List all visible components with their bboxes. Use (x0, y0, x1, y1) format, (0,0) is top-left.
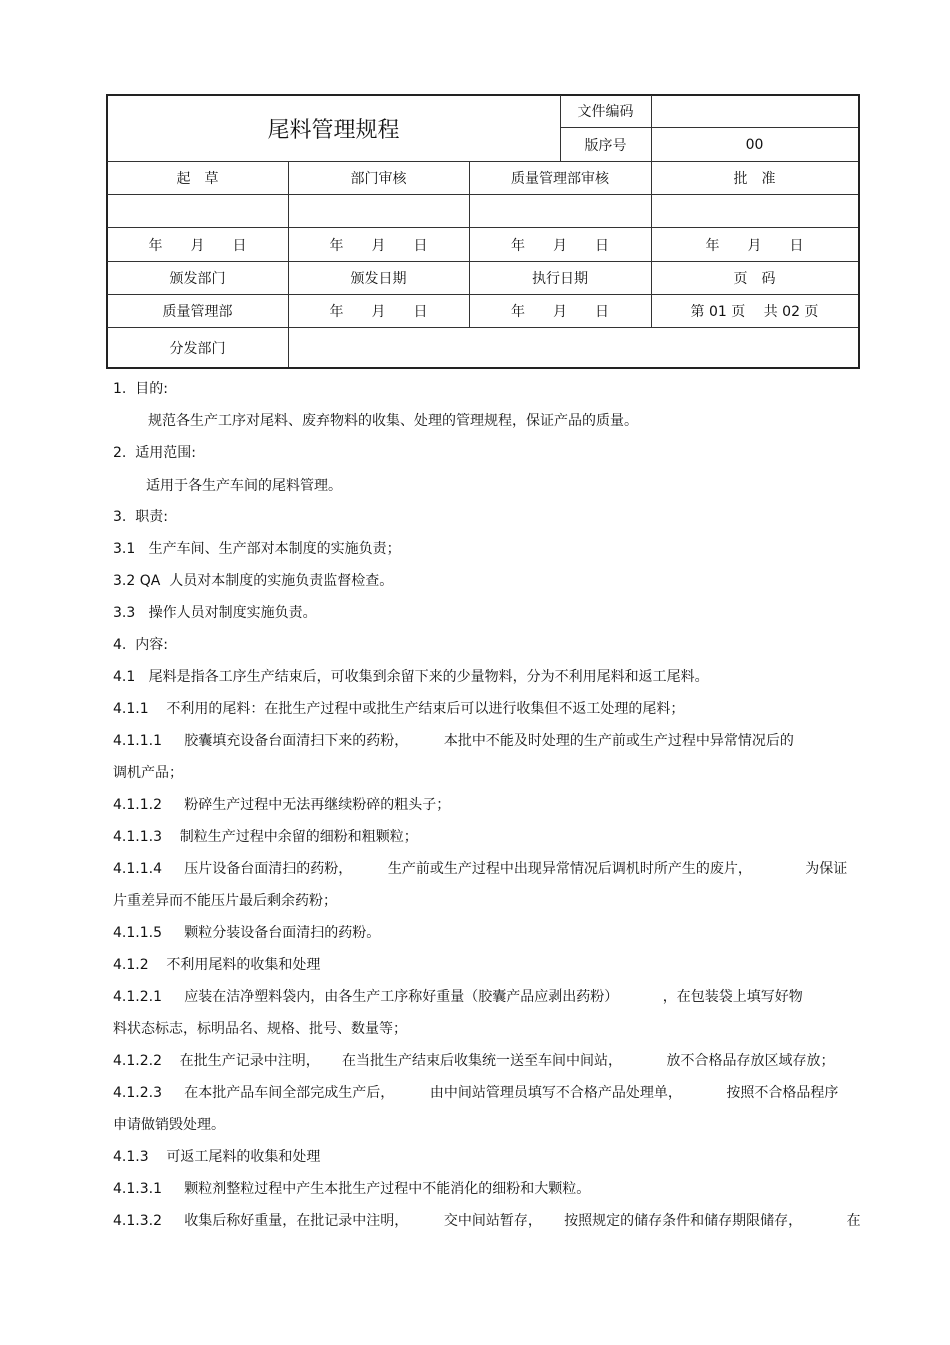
paragraph: 料状态标志，标明品名、规格、批号、数量等； (113, 1021, 407, 1037)
dept-review-label: 部门审核 (350, 171, 407, 187)
paragraph: 4.1.2.2 在批生产记录中注明， 在当批生产结束后收集统一送至车间中间站， 放不合格品存放区域存放； (113, 1053, 835, 1069)
doc-code-label: 文件编码 (577, 104, 634, 120)
effective-date-value: 年 月 日 (511, 304, 609, 320)
section-heading: 3. 职责: (113, 509, 168, 525)
distribution-label: 分发部门 (169, 340, 226, 357)
section-heading: 4.1.2 不利用尾料的收集和处理 (113, 957, 321, 973)
paragraph: 4.1.3.1 颗粒剂整粒过程中产生本批生产过程中不能消化的细粉和大颗粒。 (113, 1181, 591, 1197)
paragraph: 3.1 生产车间、生产部对本制度的实施负责； (113, 541, 401, 557)
paragraph: 4.1.1 不利用的尾料：在批生产过程中或批生产结束后可以进行收集但不返工处理的尾料； (113, 701, 685, 717)
paragraph: 适用于各生产车间的尾料管理。 (146, 478, 342, 494)
issue-date-label: 颁发日期 (350, 271, 407, 287)
effective-date-label: 执行日期 (532, 271, 588, 287)
section-heading: 1. 目的: (113, 381, 168, 397)
paragraph: 片重差异而不能压片最后剩余药粉； (113, 893, 337, 909)
page-label: 页 码 (733, 271, 776, 287)
section-heading: 4.1.3 可返工尾料的收集和处理 (113, 1149, 321, 1165)
section-heading: 2. 适用范围: (113, 445, 196, 461)
document-title: 尾料管理规程 (267, 117, 400, 143)
qa-review-label: 质量管理部审核 (511, 171, 609, 187)
section-heading: 4. 内容: (113, 637, 168, 653)
paragraph: 4.1 尾料是指各工序生产结束后，可收集到余留下来的少量物料，分为不利用尾料和返工尾料。 (113, 669, 709, 685)
draft-date: 年 月 日 (148, 237, 247, 254)
page-value: 第 01 页 共 02 页 (690, 304, 819, 320)
paragraph: 规范各生产工序对尾料、废弃物料的收集、处理的管理规程，保证产品的质量。 (148, 413, 638, 429)
dept-review-date: 年 月 日 (329, 237, 428, 254)
issue-date-value: 年 月 日 (329, 304, 428, 320)
paragraph: 4.1.3.2 收集后称好重量，在批记录中注明， 交中间站暂存， 按照规定的储存条件和储存期限储存， 在 (113, 1213, 861, 1229)
approve-date: 年 月 日 (705, 237, 804, 254)
draft-label: 起 草 (176, 171, 219, 187)
paragraph: 4.1.1.5 颗粒分装设备台面清扫的药粉。 (113, 925, 381, 941)
paragraph: 调机产品； (113, 765, 183, 781)
paragraph: 3.3 操作人员对制度实施负责。 (113, 605, 317, 621)
version-value: 00 (745, 136, 764, 153)
paragraph: 4.1.1.1 胶囊填充设备台面清扫下来的药粉， 本批中不能及时处理的生产前或生产过程中异常情况后的 (113, 733, 794, 749)
paragraph: 4.1.2.1 应装在洁净塑料袋内，由各生产工序称好重量（胶囊产品应剥出药粉） ，在包装袋上填写好物 (113, 989, 803, 1005)
qa-review-date: 年 月 日 (511, 237, 609, 254)
approve-label: 批 准 (733, 171, 776, 187)
paragraph: 4.1.1.2 粉碎生产过程中无法再继续粉碎的粗头子； (113, 797, 451, 813)
paragraph: 申请做销毁处理。 (113, 1117, 225, 1133)
paragraph: 3.2 QA 人员对本制度的实施负责监督检查。 (113, 573, 394, 589)
paragraph: 4.1.1.3 制粒生产过程中余留的细粉和粗颗粒； (113, 829, 418, 845)
issue-dept-value: 质量管理部 (162, 304, 233, 320)
paragraph: 4.1.1.4 压片设备台面清扫的药粉， 生产前或生产过程中出现异常情况后调机时所产生的废片， 为保证 (113, 861, 848, 877)
version-label: 版序号 (584, 137, 627, 154)
issue-dept-label: 颁发部门 (169, 271, 226, 287)
paragraph: 4.1.2.3 在本批产品车间全部完成生产后， 由中间站管理员填写不合格产品处理单， 按照不合格品程序 (113, 1085, 839, 1101)
